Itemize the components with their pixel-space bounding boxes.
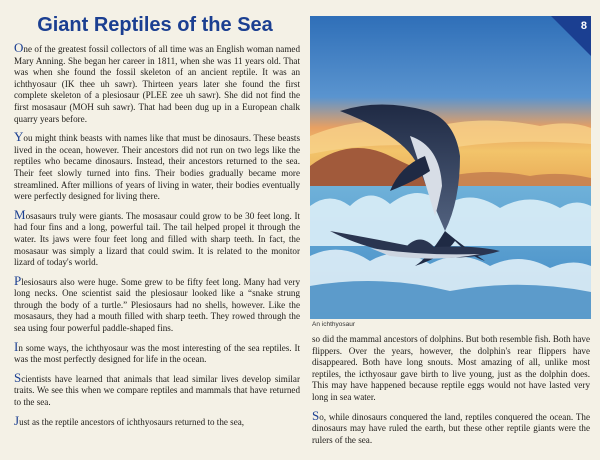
paragraph-text: so did the mammal ancestors of dolphins. But both resemble fish. Both have flippers. Over the years, however, the dolphin's rear flippers have disappeared. Both have long snouts. Most amazing of all, unlike most reptiles, the icthyosaur gave birth to live young, just as the dolphin does. This may have happened because reptile eggs would not have lasted very long in sea water. (312, 334, 590, 402)
drop-cap: P (14, 272, 22, 288)
paragraph-text: osasaurs truly were giants. The mosasaur could grow to be 30 feet long. It had four fins and a long, powerful tail. The tail helped propel it through the water. Its jaws were four feet long and filled with sharp teeth. In fact, the mosasaur was simply a lizard that could swim. It is related to the monitor lizard of today's world. (14, 210, 300, 268)
paragraph-9 (312, 407, 590, 447)
page-title: Giant Reptiles of the Sea (37, 14, 273, 36)
page-number: 8 (580, 20, 587, 32)
paragraph-8 (312, 332, 590, 404)
drop-cap: I (14, 338, 19, 354)
paragraph-text: ust as the reptile ancestors of ichthyosaurs returned to the sea, (19, 416, 245, 427)
drop-cap: O (14, 40, 24, 55)
right-column (312, 332, 590, 452)
paragraph-text: cientists have learned that animals that lead similar lives develop similar traits. We see this when we compare reptiles and mammals that have returned to the sea. (14, 373, 300, 408)
drop-cap: Y (14, 129, 24, 145)
paragraph-text: ou might think beasts with names like that must be dinosaurs. These beasts lived in the ocean, however. Their ancestors did not run on two legs like the reptiles who became dinosaurs. Instead, their ancestors returned to the sea. Their feet slowly turned into fins. Their bodies gradually became more streamlined. After millions of years of living in water, their bodies eventually were perfectly designed for living there. (14, 133, 300, 202)
paragraph-text: o, while dinosaurs conquered the land, reptiles conquered the ocean. The dinosaurs may have ruled the earth, but these other reptile giants were the rulers of the sea. (312, 411, 590, 445)
figure-caption: An ichthyosaur (312, 321, 355, 328)
drop-cap: S (14, 369, 22, 385)
left-column (14, 42, 300, 434)
paragraph-3 (14, 206, 300, 269)
illustration-art (310, 16, 591, 319)
paragraph-6 (14, 369, 300, 409)
drop-cap: S (312, 407, 320, 423)
paragraph-text: n some ways, the ichthyosaur was the most interesting of the sea reptiles. It was the most perfectly designed for life in the ocean. (14, 342, 300, 365)
paragraph-4 (14, 272, 300, 335)
drop-cap: M (14, 206, 26, 222)
paragraph-1 (14, 42, 300, 125)
paragraph-text: lesiosaurs also were huge. Some grew to be fifty feet long. Many had very long necks. One scientist said the plesiosaur looked like a “snake strung through the body of a turtle.” Plesiosaurs had no shells, however. Like the mosasaurs, they had a mouth filled with sharp teeth. They rowed through the sea using four powerful paddle-shaped fins. (14, 276, 300, 334)
paragraph-5 (14, 338, 300, 366)
drop-cap: J (14, 412, 20, 428)
ichthyosaur-illustration (310, 16, 591, 319)
paragraph-2 (14, 131, 300, 203)
paragraph-text: ne of the greatest fossil collectors of all time was an English woman named Mary Anning. She began her career in 1811, when she was 11 years old. That was when she found the fossil skeleton of an ancient reptile. It was an ichthyosaur (IK thee uh sawr). Thirteen years later she found the first complete skeleton of a plesiosaur (PLEE zee uh sawr). She did not find the first mosasaur (MOH suh sawr). That had been dug up in a European chalk quarry years before. (14, 44, 300, 124)
paragraph-7 (14, 412, 300, 429)
